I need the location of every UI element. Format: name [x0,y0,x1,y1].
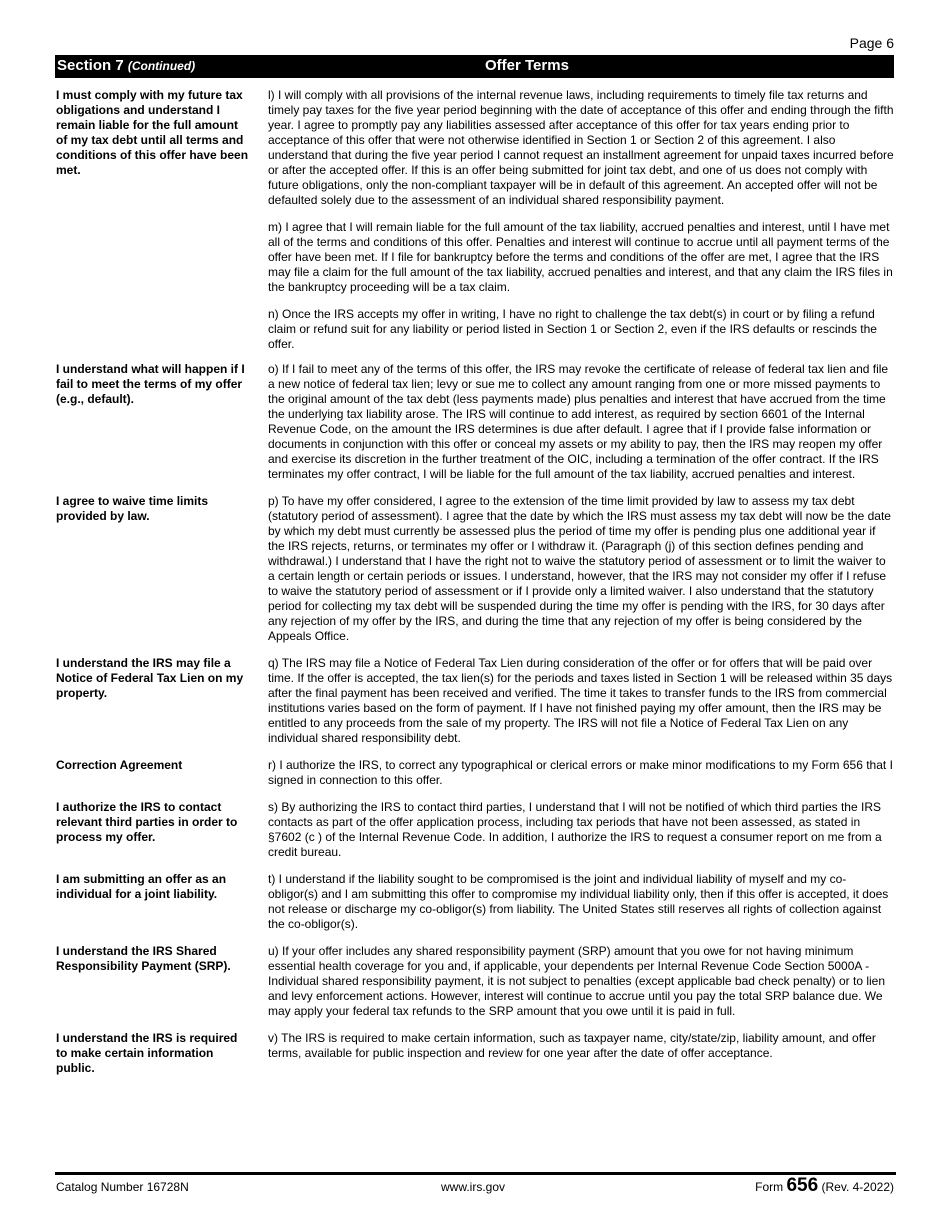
term-body [268,1031,894,1076]
term-paragraph-t: t) I understand if the liability sought to be compromised is the joint and individual liability of myself and my co-obligor(s) and I am submitting this offer to compromise my individual liability only, then if this offer is accepted, it does not release or discharge my co-obligor(s) from liability. The United States still reserves all rights of collection against the co-obligor(s). [268,872,889,931]
term-paragraph-n: n) Once the IRS accepts my offer in writing, I have no right to challenge the tax debt(s) in court or by filing a refund claim or refund suit for any liability or period listed in Section 1 or Section 2, even if the IRS defaults or rescinds the offer. [268,307,877,351]
section-title: Offer Terms [485,57,569,74]
term-row [56,88,894,352]
term-body [268,88,894,352]
term-paragraph-r: r) I authorize the IRS, to correct any typographical or clerical errors or make minor modifications to my Form 656 that I signed in connection to this offer. [268,758,893,787]
section-header-bar [55,55,894,78]
term-heading: I understand what will happen if I fail to meet the terms of my offer (e.g., default). [56,362,245,406]
irs-website-link[interactable]: www.irs.gov [441,1180,506,1194]
term-paragraph-l: l) I will comply with all provisions of the internal revenue laws, including requirements to timely file tax returns and timely pay taxes for the five year period beginning with the date of acceptance of this offer and ending through the fifth year. I agree to promptly pay any liabilities assessed after acceptance of this offer for tax years ending prior to acceptance of this offer that were not otherwise identified in Section 1 or Section 2 of this agreement. I also understand that during the five year period I cannot request an installment agreement for unpaid taxes incurred before or after the accepted offer. If this is an offer being submitted for joint tax debt, and one of us does not comply with future obligations, only the non-compliant taxpayer will be in default of this agreement. An accepted offer will not be defaulted solely due to the assessment of an individual shared responsibility payment. [268,88,894,207]
term-row [56,872,894,932]
term-heading: I must comply with my future tax obligations and understand I remain liable for the full amount of my tax debt until all terms and conditions of this offer have been met. [56,88,249,177]
term-body [268,494,894,644]
term-paragraph-q: q) The IRS may file a Notice of Federal Tax Lien during consideration of the offer or for offers that will be paid over time. If the offer is accepted, the tax lien(s) for the periods and taxes listed in Section 1 will be released within 35 days after the final payment has been received and verified. The time it takes to transfer funds to the IRS from commercial institutions varies based on the form of payment. If I have not finished paying my offer amount, then the IRS may be entitled to any proceeds from the sale of my property. The IRS will not file a Notice of Federal Tax Lien on any individual shared responsibility debt. [268,656,893,745]
term-row [56,656,894,746]
term-row [56,944,894,1019]
term-heading: I understand the IRS may file a Notice of Federal Tax Lien on my property. [56,656,244,700]
term-heading: I understand the IRS is required to make certain information public. [56,1031,238,1075]
form-revision: (Rev. 4-2022) [821,1180,894,1194]
form-number: 656 [786,1175,819,1196]
term-heading: I agree to waive time limits provided by law. [56,494,209,523]
section-number: Section 7 [57,57,124,74]
section-continued: (Continued) [127,59,196,73]
term-paragraph-v: v) The IRS is required to make certain information, such as taxpayer name, city/state/zip, liability amount, and offer terms, available for public inspection and review for one year after the date of offer acceptance. [268,1031,876,1060]
term-body [268,944,894,1019]
term-heading: I understand the IRS Shared Responsibility Payment (SRP). [56,944,231,973]
term-body [268,800,894,860]
term-row [56,758,894,788]
term-row [56,362,894,482]
term-paragraph-p: p) To have my offer considered, I agree to the extension of the time limit provided by law to assess my tax debt (statutory period of assessment). I agree that the date by which the IRS must assess my tax debt will now be the date by which my debt must currently be assessed plus the period of time my offer is pending plus one additional year if the IRS rejects, returns, or terminates my offer or I withdraw it. (Paragraph (j) of this section defines pending and withdrawal.) I understand that I have the right not to waive the statutory period of assessment or to limit the waiver to a certain length or certain periods or issues. I understand, however, that the IRS may not consider my offer if I refuse to waive the statutory period of assessment or if I provide only a limited waiver. I also understand that the statutory period for collecting my tax debt will be suspended during the time my offer is pending with the IRS, for 30 days after any rejection of my offer by the IRS, and during the time that any rejection of my offer is being considered by the Appeals Office. [268,494,891,643]
term-body [268,362,894,482]
catalog-number: Catalog Number 16728N [56,1180,189,1194]
term-row [56,494,894,644]
term-heading: I authorize the IRS to contact relevant third parties in order to process my offer. [56,800,238,844]
form-label: Form [755,1180,784,1194]
term-row [56,1031,894,1076]
offer-terms-list [56,88,894,1076]
term-paragraph-u: u) If your offer includes any shared responsibility payment (SRP) amount that you owe for not having minimum essential health coverage for you and, if applicable, your dependents per Internal Revenue Code Section 5000A - Individual shared responsibility payment, it is not subject to penalties (except applicable bad check penalty) or to lien and levy enforcement actions. However, interest will continue to accrue until you pay the total SRP balance due. We may apply your federal tax refunds to the SRP amount that you owe until it is paid in full. [268,944,886,1018]
page-number: Page 6 [849,35,894,51]
term-row [56,800,894,860]
term-body [268,758,894,788]
term-body [268,656,894,746]
form-identifier [755,1175,894,1197]
term-body [268,872,894,932]
term-paragraph-s: s) By authorizing the IRS to contact third parties, I understand that I will not be notified of which third parties the IRS contacts as part of the offer application process, including tax periods that have not been assessed, as stated in §7602 (c ) of the Internal Revenue Code. In addition, I authorize the IRS to request a consumer report on me from a credit bureau. [268,800,882,859]
term-paragraph-m: m) I agree that I will remain liable for the full amount of the tax liability, accrued penalties and interest, until I have met all of the terms and conditions of this offer. Penalties and interest will continue to accrue until all payment terms of the offer have been met. If I file for bankruptcy before the terms and conditions of the offer are met, I agree that the IRS may file a claim for the full amount of the tax liability, accrued penalties and interest, and that any claim the IRS files in the bankruptcy proceeding will be a tax claim. [268,220,893,294]
term-heading: Correction Agreement [56,758,183,772]
term-heading: I am submitting an offer as an individual for a joint liability. [56,872,227,901]
section-label [57,57,195,74]
term-paragraph-o: o) If I fail to meet any of the terms of this offer, the IRS may revoke the certificate of release of federal tax lien and file a new notice of federal tax lien; levy or sue me to collect any amount ranging from one or more missed payments to the original amount of the tax debt (less payments made) plus penalties and interest that have accrued from the time the underlying tax liability arose. The IRS will continue to add interest, as required by section 6601 of the Internal Revenue Code, on the amount the IRS determines is due after default. I agree that if I provide false information or documents in conjunction with this offer or conceal my assets or my ability to pay, then the IRS may reopen my offer and exercise its discretion in the further treatment of the OIC, including a termination of the offer contract. If the IRS terminates my offer contract, I will be liable for the full amount of the tax liability, accrued penalties and interest. [268,362,889,481]
